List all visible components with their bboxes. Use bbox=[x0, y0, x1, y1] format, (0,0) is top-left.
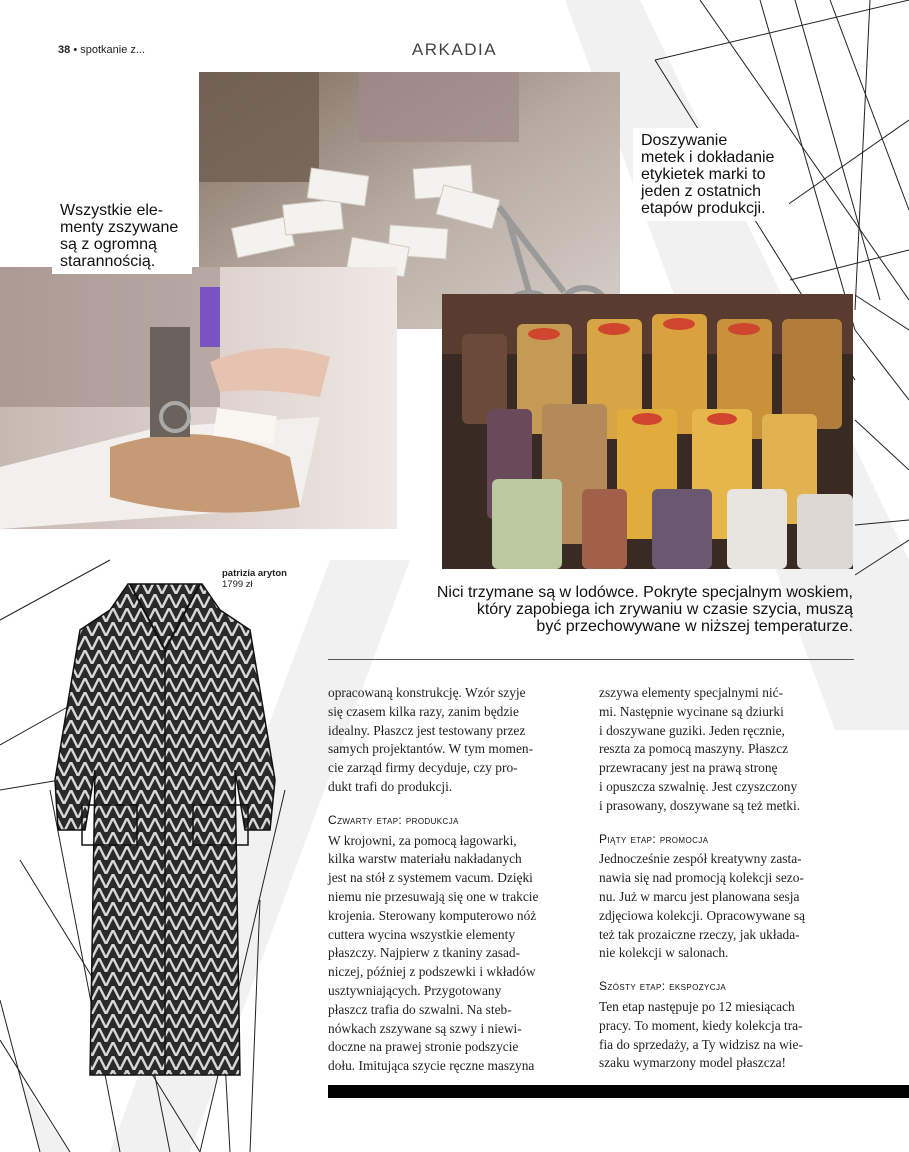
article-column-2 bbox=[599, 684, 859, 1073]
product-price-tag bbox=[222, 568, 287, 590]
stage-4-heading: Czwarty etap: produkcja bbox=[328, 812, 459, 827]
section-label: • spotkanie z... bbox=[73, 44, 146, 56]
page-number: 38 bbox=[58, 44, 71, 56]
section-divider bbox=[328, 659, 854, 660]
bottom-accent-bar bbox=[328, 1085, 909, 1098]
herringbone-coat-photo bbox=[50, 580, 280, 1090]
sewing-machine-photo bbox=[0, 267, 397, 529]
stage-4-text: W krojowni, za pomocą łagowarki, kilka warstw materiału nakładanych jest na stół z systemem vacum. Dzięki niemu nie przesuwają się one w trakcie krojenia. Sterowany komputerowo nóż cuttera wycina wszystkie elementy płaszczy. Najpierw z tkaniny zasad- niczej, później z podszewki i wkładów usztywniających. Przygotowany płaszcz trafia do szwalni. Na steb- nówkach zszywane są szwy i niewi- doczne na prawej stronie podszycie dołu. Imitująca szycie ręczne maszyna bbox=[328, 832, 539, 1074]
sewing-photo-caption: Wszystkie ele- menty zszywane są z ogromną starannością. bbox=[52, 198, 192, 274]
magazine-name: ARKADIA bbox=[411, 40, 498, 59]
column-1-intro: opracowaną konstrukcję. Wzór szyje się czasem kilka razy, zanim będzie idealny. Płaszcz jest testowany przez samych projektantów. W tym momen- cie zarząd firmy decyduje, czy pro- dukt trafi do produkcji. bbox=[328, 685, 534, 794]
stage-6-text: Ten etap następuje po 12 miesiącach pracy. To moment, kiedy kolekcja tra- fia do sprzedaży, a Ty widzisz na wie- szaku wymarzony model płaszcza! bbox=[599, 998, 803, 1071]
labels-photo-caption: Doszywanie metek i dokładanie etykietek marki to jeden z ostatnich etapów produkcji. bbox=[633, 128, 789, 221]
stage-5-text: Jednocześnie zespół kreatywny zasta- nawia się nad promocją kolekcji sezo- nu. Już w marcu jest planowana sesja zdjęciowa kolekcji. Opracowywane są też tak prozaiczne rzeczy, jak układa- nie kolekcji w salonach. bbox=[599, 851, 805, 961]
threads-photo-caption: Nici trzymane są w lodówce. Pokryte specjalnym woskiem, który zapobiega ich zrywaniu w czasie szycia, muszą być przechowywane w niższej temperaturze. bbox=[436, 584, 853, 635]
product-price: 1799 zł bbox=[222, 579, 253, 590]
stage-6-heading: Szósty etap: ekspozycja bbox=[599, 979, 727, 994]
column-2-intro: zszywa elementy specjalnymi nić- mi. Następnie wycinane są dziurki i doszywane guziki. Jeden ręcznie, reszta za pomocą maszyny. Płaszcz przewracany jest na prawą stronę i opuszcza szwalnię. Jest czyszczony i prasowany, doszywane są też metki. bbox=[599, 685, 801, 813]
thread-spools-photo bbox=[442, 294, 853, 569]
article-column-1 bbox=[328, 684, 583, 1076]
stage-5-heading: Piąty etap: promocja bbox=[599, 831, 709, 846]
product-brand: patrizia aryton bbox=[222, 568, 287, 579]
